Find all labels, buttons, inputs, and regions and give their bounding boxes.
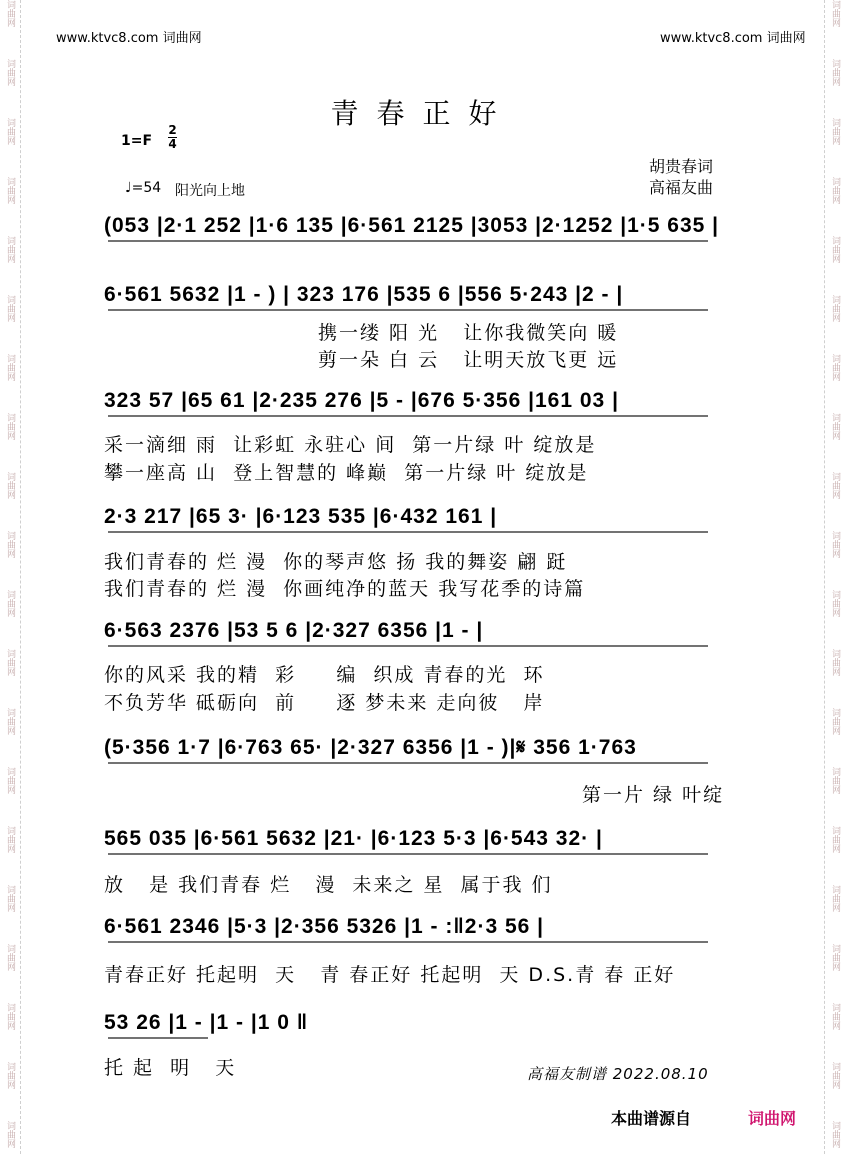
beam-underline [108, 853, 708, 855]
watermark-mark: 词曲网 [5, 1003, 15, 1030]
watermark-mark: 词曲网 [830, 472, 840, 499]
notation-line: 6·561 5632 |1 - ) | 323 176 |535 6 |556 5·243 |2 - | [104, 283, 624, 306]
lyric-line: 放 是 我们青春 烂 漫 未来之 星 属于我 们 [104, 874, 553, 896]
lyric-line: 第一片 绿 叶绽 [582, 784, 725, 806]
watermark-mark: 词曲网 [830, 59, 840, 86]
watermark-mark: 词曲网 [5, 885, 15, 912]
watermark-mark: 词曲网 [5, 295, 15, 322]
beam-underline [108, 645, 708, 647]
notation-line: 6·561 2346 |5·3 |2·356 5326 |1 - :‖2·3 56 | [104, 915, 545, 938]
lyric-line: 托 起 明 天 [104, 1057, 237, 1079]
source-site: 词曲网 [748, 1109, 797, 1128]
tempo-marking: ♩=54 [125, 180, 162, 196]
watermark-mark: 词曲网 [5, 472, 15, 499]
watermark-mark: 词曲网 [830, 354, 840, 381]
beam-underline [108, 309, 708, 311]
beam-underline [108, 941, 708, 943]
watermark-mark: 词曲网 [5, 826, 15, 853]
notation-line: (053 |2·1 252 |1·6 135 |6·561 2125 |3053 |2·1252 |1·5 635 | [104, 214, 720, 237]
watermark-mark: 词曲网 [830, 531, 840, 558]
watermark-mark: 词曲网 [5, 0, 15, 27]
watermark-mark: 词曲网 [830, 413, 840, 440]
left-watermark-strip [0, 0, 21, 1154]
notation-line: 6·563 2376 |53 5 6 |2·327 6356 |1 - | [104, 619, 484, 642]
lyric-line: 我们青春的 烂 漫 你画纯净的蓝天 我写花季的诗篇 [104, 578, 586, 600]
watermark-mark: 词曲网 [5, 1062, 15, 1089]
lyric-line: 剪一朵 白 云 让明天放飞更 远 [318, 349, 619, 371]
notation-line: 565 035 |6·561 5632 |21· |6·123 5·3 |6·543 32· | [104, 827, 603, 850]
watermark-mark: 词曲网 [830, 1062, 840, 1089]
watermark-mark: 词曲网 [830, 885, 840, 912]
watermark-mark: 词曲网 [5, 708, 15, 735]
notation-line: (5·356 1·7 |6·763 65· |2·327 6356 |1 - )|𝄋 356 1·763 [104, 736, 637, 759]
lyric-line: 不负芳华 砥砺向 前 逐 梦未来 走向彼 岸 [104, 692, 545, 714]
watermark-mark: 词曲网 [5, 354, 15, 381]
watermark-mark: 词曲网 [5, 236, 15, 263]
lyric-line: 采一滴细 雨 让彩虹 永驻心 间 第一片绿 叶 绽放是 [104, 434, 597, 456]
beam-underline [108, 531, 708, 533]
beam-underline [108, 240, 708, 242]
watermark-mark: 词曲网 [5, 59, 15, 86]
composer-credit: 高福友曲 [649, 178, 714, 197]
notation-line: 2·3 217 |65 3· |6·123 535 |6·432 161 | [104, 505, 498, 528]
key-signature: 1=F [121, 133, 153, 149]
beam-underline [108, 1037, 208, 1039]
watermark-mark: 词曲网 [5, 767, 15, 794]
expression-marking: 阳光向上地 [175, 183, 245, 199]
lyric-line: 我们青春的 烂 漫 你的琴声悠 扬 我的舞姿 翩 跹 [104, 551, 568, 573]
notation-line: 53 26 |1 - |1 - |1 0 ‖ [104, 1011, 309, 1034]
left-watermark-url: www.ktvc8.com 词曲网 [56, 31, 202, 46]
lyric-line: 携一缕 阳 光 让你我微笑向 暖 [318, 322, 619, 344]
watermark-mark: 词曲网 [830, 177, 840, 204]
watermark-mark: 词曲网 [830, 118, 840, 145]
watermark-mark: 词曲网 [830, 236, 840, 263]
watermark-mark: 词曲网 [830, 826, 840, 853]
watermark-mark: 词曲网 [5, 1121, 15, 1148]
watermark-mark: 词曲网 [5, 590, 15, 617]
watermark-mark: 词曲网 [5, 118, 15, 145]
watermark-mark: 词曲网 [5, 531, 15, 558]
watermark-mark: 词曲网 [5, 177, 15, 204]
right-watermark-strip [824, 0, 845, 1154]
watermark-mark: 词曲网 [5, 413, 15, 440]
lyricist-credit: 胡贵春词 [649, 157, 714, 176]
time-signature-top: 2 [168, 123, 177, 137]
beam-underline [108, 415, 708, 417]
notation-line: 323 57 |65 61 |2·235 276 |5 - |676 5·356 |161 03 | [104, 389, 619, 412]
lyric-line: 青春正好 托起明 天 青 春正好 托起明 天 D.S.青 春 正好 [104, 964, 676, 986]
watermark-mark: 词曲网 [830, 590, 840, 617]
watermark-mark: 词曲网 [5, 944, 15, 971]
watermark-mark: 词曲网 [830, 708, 840, 735]
source-label: 本曲谱源自 [611, 1109, 692, 1128]
watermark-mark: 词曲网 [5, 649, 15, 676]
watermark-mark: 词曲网 [830, 0, 840, 27]
song-title: 青春正好 [330, 97, 515, 130]
beam-underline [108, 762, 708, 764]
watermark-mark: 词曲网 [830, 1121, 840, 1148]
time-signature [168, 124, 177, 151]
watermark-mark: 词曲网 [830, 649, 840, 676]
transcription-credit: 高福友制谱 2022.08.10 [527, 1065, 709, 1083]
time-signature-bottom: 4 [168, 137, 177, 151]
watermark-mark: 词曲网 [830, 295, 840, 322]
watermark-mark: 词曲网 [830, 767, 840, 794]
right-watermark-url: www.ktvc8.com 词曲网 [660, 31, 806, 46]
watermark-mark: 词曲网 [830, 1003, 840, 1030]
watermark-mark: 词曲网 [830, 944, 840, 971]
lyric-line: 攀一座高 山 登上智慧的 峰巅 第一片绿 叶 绽放是 [104, 462, 589, 484]
lyric-line: 你的风采 我的精 彩 编 织成 青春的光 环 [104, 664, 545, 686]
